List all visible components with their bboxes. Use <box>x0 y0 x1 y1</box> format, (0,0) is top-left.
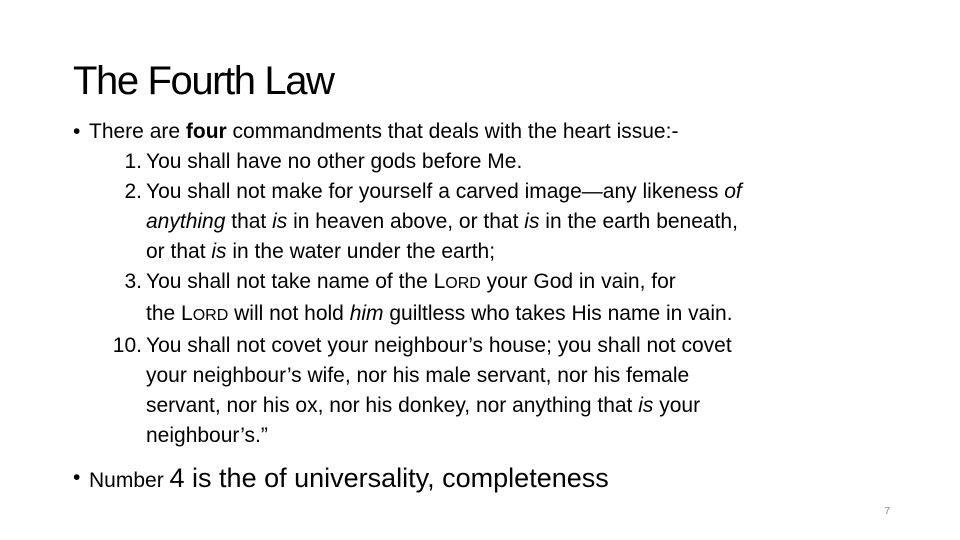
italic-span: anything <box>146 210 226 233</box>
bullet-dot: • <box>73 120 81 143</box>
text-span: in the earth beneath, <box>539 210 738 233</box>
item-line: You shall not covet your neighbour’s house; you shall not covet <box>146 334 732 357</box>
page-number: 7 <box>884 506 890 517</box>
item-line <box>146 237 893 267</box>
item-number: 1. <box>124 150 142 173</box>
text-span: You shall not take name of the L <box>146 270 446 293</box>
item-line <box>146 267 893 299</box>
slide-title: The Fourth Law <box>73 59 334 103</box>
intro-bullet <box>73 117 893 147</box>
closing-small-text: Number <box>89 469 170 492</box>
item-line: You shall have no other gods before Me. <box>146 150 523 173</box>
item-line: your neighbour’s wife, nor his male servant, nor his female <box>146 364 690 387</box>
text-span: in the water under the earth; <box>226 240 496 263</box>
intro-bold: four <box>185 120 227 143</box>
italic-span: is <box>524 210 540 233</box>
item-line <box>146 177 893 207</box>
list-item <box>73 177 893 267</box>
text-span: in heaven above, or that <box>287 210 525 233</box>
text-span: guiltless who takes His name in vain. <box>383 302 733 325</box>
text-span: servant, nor his ox, nor his donkey, nor anything that <box>146 394 639 417</box>
intro-text-after: commandments that deals with the heart issue:- <box>226 120 679 143</box>
commandment-list <box>73 147 893 451</box>
list-item <box>73 267 893 331</box>
closing-bullet <box>73 463 893 496</box>
text-span: You shall not make for yourself a carved image—any likeness <box>146 180 725 203</box>
slide-body <box>73 117 893 496</box>
text-span: the L <box>146 302 193 325</box>
small-caps-span: ORD <box>445 275 481 292</box>
item-number: 2. <box>124 180 142 203</box>
item-line: neighbour’s.” <box>146 424 268 447</box>
text-span: your God in vain, for <box>480 270 676 293</box>
list-item <box>73 147 893 177</box>
italic-span: of <box>724 180 742 203</box>
italic-span: is <box>638 394 654 417</box>
bullet-dot: • <box>73 466 81 489</box>
italic-span: is <box>272 210 288 233</box>
text-span: that <box>225 210 273 233</box>
item-number: 10. <box>112 334 142 357</box>
small-caps-span: ORD <box>192 307 229 324</box>
intro-text-before: There are <box>89 120 186 143</box>
item-number: 3. <box>124 270 142 293</box>
italic-span: him <box>349 302 384 325</box>
text-span: or that <box>146 240 212 263</box>
item-line <box>146 299 893 331</box>
list-item <box>73 331 893 451</box>
italic-span: is <box>211 240 227 263</box>
item-line <box>146 207 893 237</box>
text-span: will not hold <box>228 302 350 325</box>
item-line <box>146 391 893 421</box>
closing-big-text: 4 is the of universality, completeness <box>169 463 609 493</box>
text-span: your <box>653 394 701 417</box>
